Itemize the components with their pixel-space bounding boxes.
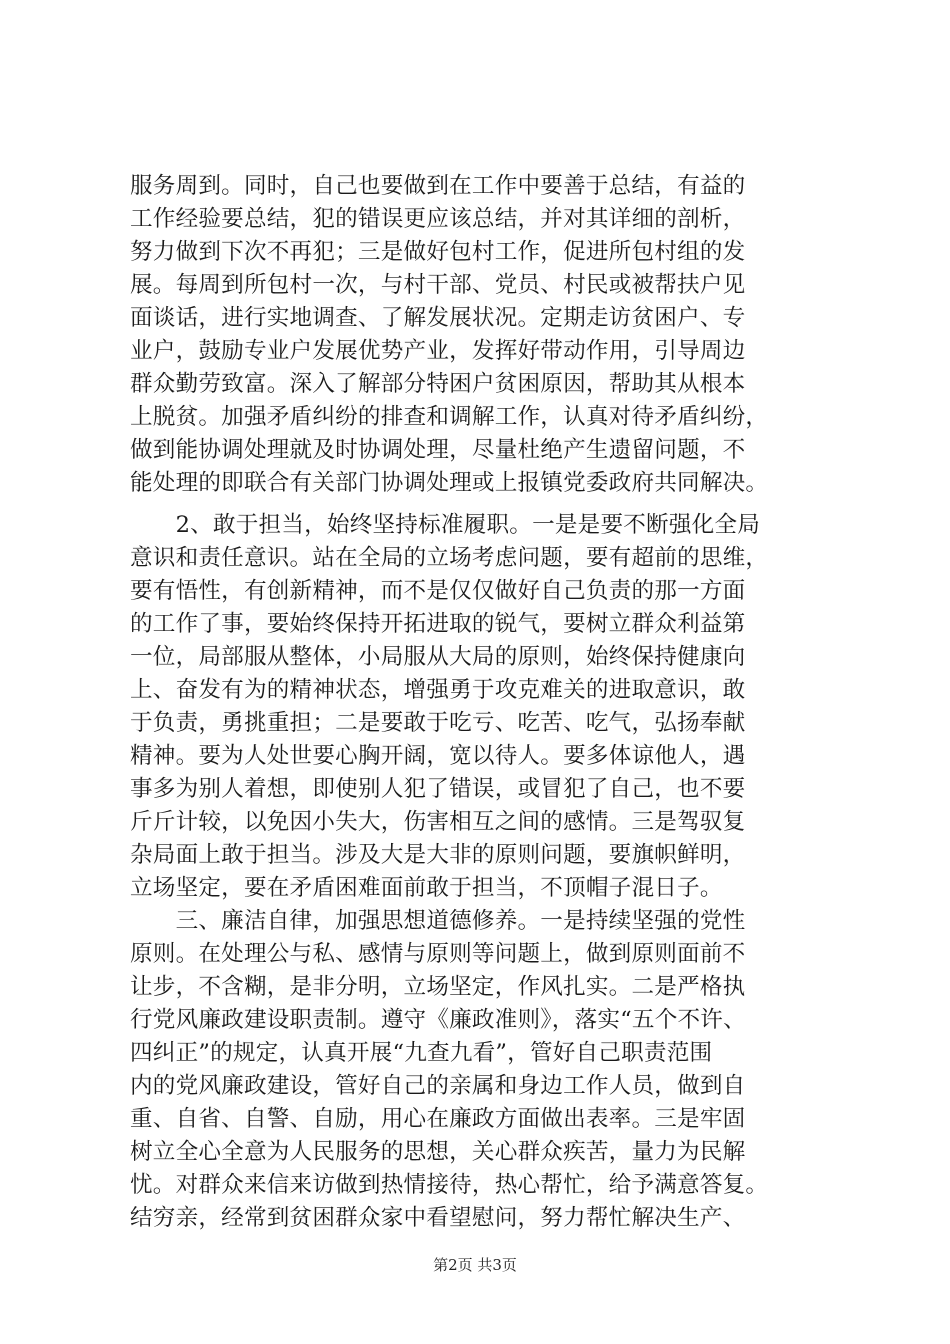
text-line: 三、廉洁自律，加强思想道德修养。一是持续坚强的党性: [130, 908, 746, 934]
text-line: 杂局面上敢于担当。涉及大是大非的原则问题，要旗帜鲜明，: [130, 842, 746, 868]
text-line: 四纠正”的规定，认真开展“九查九看”，管好自己职责范围: [130, 1040, 713, 1066]
text-line: 立场坚定，要在矛盾困难面前敢于担当，不顶帽子混日子。: [130, 875, 723, 901]
text-line: 让步，不含糊，是非分明，立场坚定，作风扎实。二是严格执: [130, 974, 746, 1000]
page-footer: [0, 1255, 950, 1275]
paragraph-3: [130, 905, 830, 1235]
text-line: 斤斤计较，以免因小失大，伤害相互之间的感情。三是驾驭复: [130, 809, 746, 835]
text-line: 面谈话，进行实地调查、了解发展状况。定期走访贫困户、专: [130, 305, 746, 331]
text-line: 工作经验要总结，犯的错误更应该总结，并对其详细的剖析，: [130, 206, 746, 232]
text-line: 精神。要为人处世要心胸开阔，宽以待人。要多体谅他人，遇: [130, 743, 746, 769]
text-line: 的工作了事，要始终保持开拓进取的锐气，要树立群众利益第: [130, 611, 746, 637]
text-line: 做到能协调处理就及时协调处理，尽量杜绝产生遗留问题，不: [130, 437, 746, 463]
text-line: 努力做到下次不再犯；三是做好包村工作，促进所包村组的发: [130, 239, 746, 265]
text-line: 2、敢于担当，始终坚持标准履职。一是是要不断强化全局: [130, 512, 761, 538]
text-line: 上脱贫。加强矛盾纠纷的排查和调解工作，认真对待矛盾纠纷，: [130, 404, 769, 430]
text-line: 树立全心全意为人民服务的思想，关心群众疾苦，量力为民解: [130, 1139, 746, 1165]
text-line: 结穷亲，经常到贫困群众家中看望慰问，努力帮忙解决生产、: [130, 1205, 746, 1231]
paragraph-2: [130, 509, 830, 905]
text-line: 事多为别人着想，即使别人犯了错误，或冒犯了自己，也不要: [130, 776, 746, 802]
text-line: 能处理的即联合有关部门协调处理或上报镇党委政府共同解决。: [130, 470, 769, 496]
text-line: 群众勤劳致富。深入了解部分特困户贫困原因，帮助其从根本: [130, 371, 746, 397]
page-number-label: 第2页 共3页: [433, 1256, 517, 1274]
text-line: 行党风廉政建设职责制。遵守《廉政准则》，落实“五个不许、: [130, 1007, 746, 1033]
text-line: 原则。在处理公与私、感情与原则等问题上，做到原则面前不: [130, 941, 746, 967]
text-line: 于负责，勇挑重担；二是要敢于吃亏、吃苦、吃气，弘扬奉献: [130, 710, 746, 736]
text-line: 展。每周到所包村一次，与村干部、党员、村民或被帮扶户见: [130, 272, 746, 298]
text-line: 重、自省、自警、自励，用心在廉政方面做出表率。三是牢固: [130, 1106, 746, 1132]
text-line: 意识和责任意识。站在全局的立场考虑问题，要有超前的思维，: [130, 545, 769, 571]
text-line: 业户，鼓励专业户发展优势产业，发挥好带动作用，引导周边: [130, 338, 746, 364]
text-line: 要有悟性，有创新精神，而不是仅仅做好自己负责的那一方面: [130, 578, 746, 604]
text-line: 上、奋发有为的精神状态，增强勇于攻克难关的进取意识，敢: [130, 677, 746, 703]
text-line: 忧。对群众来信来访做到热情接待，热心帮忙，给予满意答复。: [130, 1172, 769, 1198]
text-line: 服务周到。同时，自己也要做到在工作中要善于总结，有益的: [130, 173, 746, 199]
text-line: 一位，局部服从整体，小局服从大局的原则，始终保持健康向: [130, 644, 746, 670]
paragraph-1: [130, 170, 830, 500]
text-line: 内的党风廉政建设，管好自己的亲属和身边工作人员，做到自: [130, 1073, 746, 1099]
